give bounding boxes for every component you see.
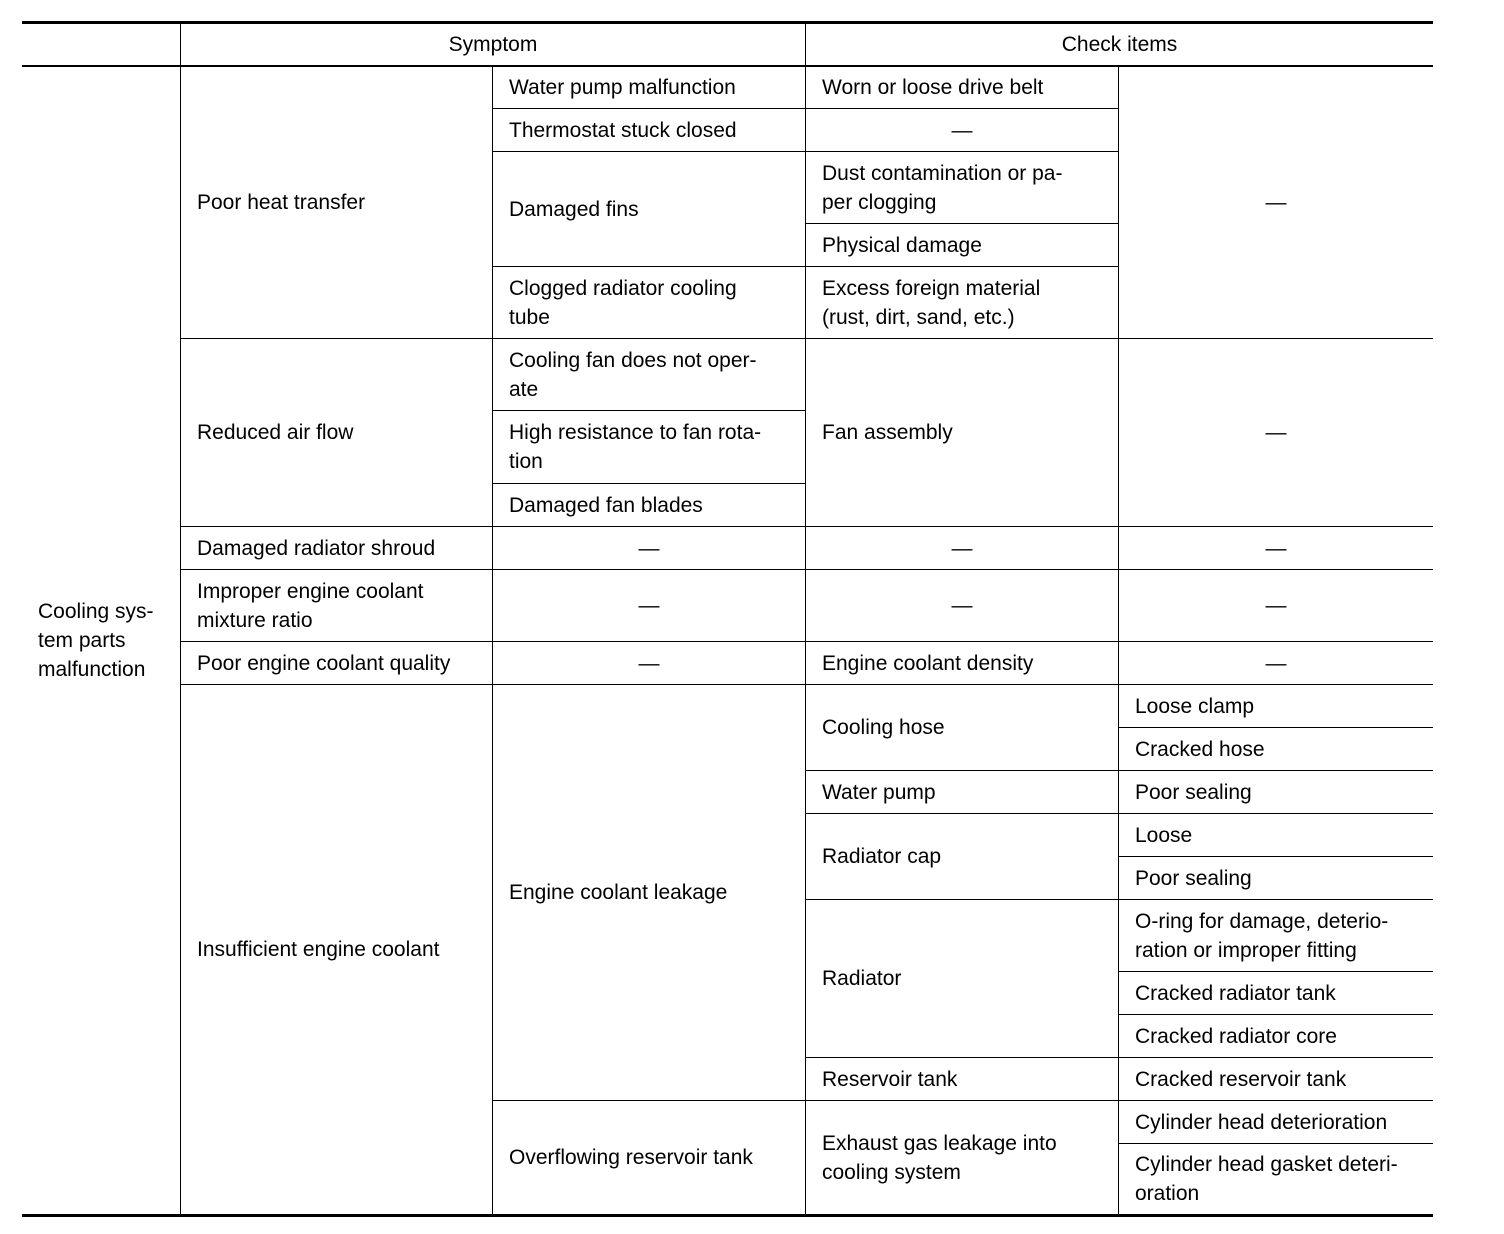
quality-col2: —	[638, 651, 660, 675]
symptom-insufficient-coolant: Insufficient engine coolant	[197, 938, 440, 961]
check-worn-belt: Worn or loose drive belt	[822, 75, 1044, 99]
check-physical-damage: Physical damage	[822, 233, 982, 257]
check-exhaust-leak: Exhaust gas leakage into cooling system	[822, 1131, 1057, 1184]
sub-symptom-damaged-fins: Damaged fins	[509, 197, 639, 221]
shroud-col3: —	[951, 536, 973, 560]
symptom-damaged-shroud: Damaged radiator shroud	[197, 536, 436, 560]
header-check-items: Check items	[1061, 33, 1178, 56]
detail-cap-loose: Loose	[1135, 823, 1193, 847]
detail-cracked-reservoir: Cracked reservoir tank	[1135, 1067, 1347, 1091]
check-radiator-cap: Radiator cap	[822, 845, 942, 868]
check-foreign-material: Excess foreign material (rust, dirt, sand, etc.)	[822, 276, 1041, 329]
detail-oring: O-ring for damage, deterio- ration or improper fitting	[1135, 909, 1389, 962]
check-coolant-density: Engine coolant density	[822, 651, 1034, 675]
detail-head-deterioration: Cylinder head deterioration	[1135, 1110, 1388, 1134]
bottom-rule	[22, 1214, 1433, 1217]
detail-wp-poor-sealing: Poor sealing	[1135, 780, 1252, 804]
check-fan-assembly: Fan assembly	[822, 421, 953, 444]
sub-symptom-coolant-leakage: Engine coolant leakage	[509, 881, 728, 904]
sub-symptom-water-pump: Water pump malfunction	[509, 75, 736, 99]
check-radiator: Radiator	[822, 967, 902, 990]
shroud-col4: —	[1265, 536, 1287, 560]
detail-loose-clamp: Loose clamp	[1135, 694, 1255, 718]
mixture-col2: —	[638, 594, 660, 617]
check-reservoir-tank: Reservoir tank	[822, 1067, 958, 1091]
shroud-col2: —	[638, 536, 660, 560]
check-thermostat: —	[951, 118, 973, 142]
detail-reduced-air-flow: —	[1265, 421, 1287, 444]
check-water-pump: Water pump	[822, 780, 936, 804]
symptom-poor-heat-transfer: Poor heat transfer	[197, 190, 366, 214]
mixture-col3: —	[951, 594, 973, 617]
quality-col4: —	[1265, 651, 1287, 675]
header-symptom: Symptom	[448, 33, 538, 56]
category-cell: Cooling sys- tem parts malfunction	[38, 599, 154, 681]
detail-cracked-radiator-tank: Cracked radiator tank	[1135, 981, 1336, 1005]
mixture-col4: —	[1265, 594, 1287, 617]
detail-poor-heat-transfer: —	[1265, 190, 1287, 214]
symptom-poor-quality: Poor engine coolant quality	[197, 651, 451, 675]
detail-gasket-deterioration: Cylinder head gasket deteri- oration	[1135, 1153, 1398, 1205]
detail-cracked-hose: Cracked hose	[1135, 737, 1265, 761]
sub-symptom-damaged-blades: Damaged fan blades	[509, 493, 703, 517]
detail-cap-poor-sealing: Poor sealing	[1135, 866, 1252, 890]
symptom-improper-mixture: Improper engine coolant mixture ratio	[197, 579, 424, 632]
check-cooling-hose: Cooling hose	[822, 716, 945, 739]
sub-symptom-fan-not-operate: Cooling fan does not oper- ate	[509, 348, 757, 401]
detail-cracked-radiator-core: Cracked radiator core	[1135, 1024, 1337, 1048]
sub-symptom-thermostat: Thermostat stuck closed	[509, 118, 737, 142]
sub-symptom-high-resistance: High resistance to fan rota- tion	[509, 421, 762, 473]
sub-symptom-clogged-tube: Clogged radiator cooling tube	[509, 276, 737, 329]
check-dust-contamination: Dust contamination or pa- per clogging	[822, 161, 1063, 214]
symptom-reduced-air-flow: Reduced air flow	[197, 421, 354, 444]
sub-symptom-overflowing: Overflowing reservoir tank	[509, 1146, 753, 1169]
